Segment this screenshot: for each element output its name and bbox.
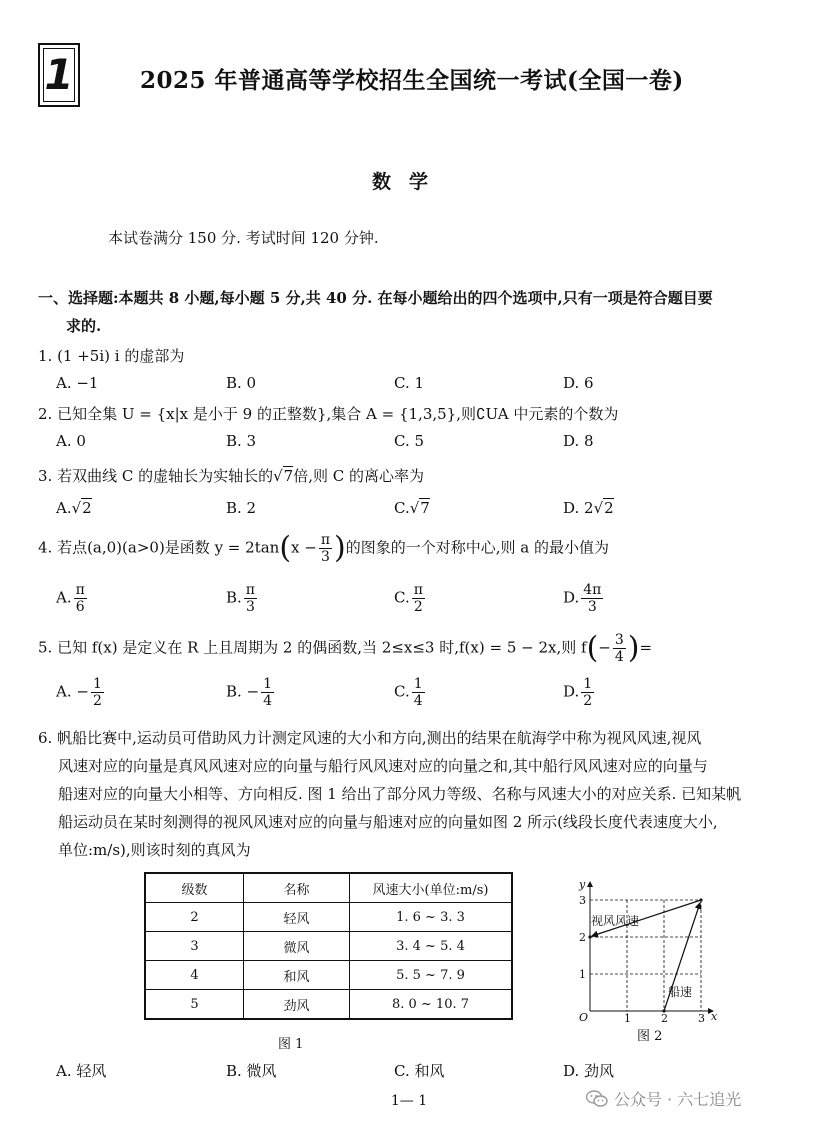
section-heading-line2: 求的. bbox=[66, 317, 102, 335]
figure-2-caption: 图 2 bbox=[637, 1029, 663, 1044]
q2-option-c: C. 5 bbox=[394, 432, 425, 450]
q6-line: 船运动员在某时刻测得的视风风速对应的向量与船速对应的向量如图 2 所示(线段长度代表速度大小, bbox=[58, 813, 718, 831]
table-cell: 3. 4 ~ 5. 4 bbox=[350, 932, 513, 961]
apparent-wind-label: 视风风速 bbox=[591, 914, 640, 928]
table-row bbox=[145, 990, 512, 1020]
table-cell: 劲风 bbox=[244, 990, 350, 1020]
table-cell: 8. 0 ~ 10. 7 bbox=[350, 990, 513, 1020]
y-tick-label: 3 bbox=[579, 894, 586, 907]
table-header-cell: 风速大小(单位:m/s) bbox=[350, 873, 513, 903]
q3-stem-sqrt: 7 bbox=[283, 467, 294, 485]
q2-option-a: A. 0 bbox=[56, 432, 86, 450]
y-tick-label: 2 bbox=[579, 931, 586, 944]
table-cell: 5 bbox=[145, 990, 244, 1020]
q1-option-c: C. 1 bbox=[394, 374, 425, 392]
exam-title: 2025 年普通高等学校招生全国统一考试(全国一卷) bbox=[140, 67, 684, 94]
q4-option-a: A. $\frac{\pi}{6}$ bbox=[56, 582, 85, 615]
exam-instructions: 本试卷满分 150 分. 考试时间 120 分钟. bbox=[108, 229, 379, 247]
table-cell: 1. 6 ~ 3. 3 bbox=[350, 903, 513, 932]
table-cell: 5. 5 ~ 7. 9 bbox=[350, 961, 513, 990]
wind-scale-table bbox=[144, 872, 513, 1020]
table-row bbox=[145, 932, 512, 961]
q3-stem-b: 倍,则 C 的离心率为 bbox=[293, 467, 425, 485]
watermark bbox=[586, 1087, 741, 1110]
table-cell: 和风 bbox=[244, 961, 350, 990]
table-header-cell: 名称 bbox=[244, 873, 350, 903]
q2-option-b: B. 3 bbox=[226, 432, 257, 450]
origin-label: O bbox=[579, 1011, 589, 1024]
table-cell: 微风 bbox=[244, 932, 350, 961]
q4-option-b: B. $\frac{\pi}{3}$ bbox=[226, 582, 255, 615]
y-tick-label: 1 bbox=[579, 968, 586, 981]
q1-option-a: A. −1 bbox=[56, 374, 99, 392]
wechat-icon bbox=[586, 1090, 608, 1108]
x-tick-label: 2 bbox=[661, 1012, 668, 1024]
question-6-stem bbox=[38, 724, 808, 864]
q5-option-d: D. $\frac{1}{2}$ bbox=[563, 676, 593, 709]
q3-option-a: A.√2 bbox=[56, 499, 92, 517]
boat-speed-label: 船速 bbox=[668, 985, 693, 999]
table-cell: 4 bbox=[145, 961, 244, 990]
table-cell: 3 bbox=[145, 932, 244, 961]
q4-option-c: C. $\frac{\pi}{2}$ bbox=[394, 582, 423, 615]
q5-option-c: C. $\frac{1}{4}$ bbox=[394, 676, 423, 709]
q3-option-c: C.√7 bbox=[394, 499, 430, 517]
page-number: 1— 1 bbox=[390, 1093, 428, 1109]
table-cell: 2 bbox=[145, 903, 244, 932]
table-header-row bbox=[145, 873, 512, 903]
q2-option-d: D. 8 bbox=[563, 432, 594, 450]
q6-option-a: A. 轻风 bbox=[56, 1062, 107, 1080]
x-axis-label: x bbox=[711, 1010, 718, 1023]
q6-option-b: B. 微风 bbox=[226, 1062, 277, 1080]
q3-option-b: B. 2 bbox=[226, 499, 257, 517]
q6-line: 6. 帆船比赛中,运动员可借助风力计测定风速的大小和方向,测出的结果在航海学中称为视风风速,视风 bbox=[38, 729, 702, 747]
vector-diagram bbox=[565, 874, 725, 1024]
subject-title: 数学 bbox=[371, 171, 446, 193]
watermark-text: 公众号 · 六七追光 bbox=[614, 1090, 742, 1109]
question-2-stem: 2. 已知全集 U = {x|x 是小于 9 的正整数},集合 A = {1,3,5},则∁UA 中元素的个数为 bbox=[38, 405, 619, 423]
question-1-stem: 1. (1 +5i) i 的虚部为 bbox=[38, 347, 185, 365]
q5-option-b: B. − $\frac{1}{4}$ bbox=[226, 676, 273, 709]
q1-option-d: D. 6 bbox=[563, 374, 594, 392]
x-tick-label: 3 bbox=[698, 1012, 705, 1024]
x-tick-label: 1 bbox=[624, 1012, 631, 1024]
q3-stem-a: 3. 若双曲线 C 的虚轴长为实轴长的 bbox=[38, 467, 274, 485]
question-3-stem: 3. 若双曲线 C 的虚轴长为实轴长的√7倍,则 C 的离心率为 bbox=[38, 467, 425, 485]
q6-line: 船速对应的向量大小相等、方向相反. 图 1 给出了部分风力等级、名称与风速大小的对应关系. 已知某帆 bbox=[58, 785, 742, 803]
point-3-3 bbox=[699, 898, 702, 901]
table-header-cell: 级数 bbox=[145, 873, 244, 903]
paper-number: 1 bbox=[43, 48, 75, 102]
figure-1-caption: 图 1 bbox=[278, 1037, 304, 1052]
question-5-stem: 5. 已知 f(x) 是定义在 R 上且周期为 2 的偶函数,当 2≤x≤3 时,f(x) = 5 − 2x,则 f(− $\frac{3}{4}$ )= bbox=[38, 630, 653, 666]
q5-option-a: A. − $\frac{1}{2}$ bbox=[56, 676, 102, 709]
section-heading-line1: 一、选择题:本题共 8 小题,每小题 5 分,共 40 分. 在每小题给出的四个选项中,只有一项是符合题目要 bbox=[38, 289, 713, 307]
section-heading bbox=[38, 284, 808, 340]
q3-option-d: D. 2√2 bbox=[563, 499, 614, 517]
q6-option-c: C. 和风 bbox=[394, 1062, 445, 1080]
table-cell: 轻风 bbox=[244, 903, 350, 932]
y-axis-label: y bbox=[579, 878, 586, 891]
table-row bbox=[145, 903, 512, 932]
table-row bbox=[145, 961, 512, 990]
paper-number-badge bbox=[38, 43, 80, 107]
q6-option-d: D. 劲风 bbox=[563, 1062, 615, 1080]
point-0-2 bbox=[588, 935, 591, 938]
question-4-stem: 4. 若点(a,0)(a>0)是函数 y = 2tan(x − $\frac{\pi}{3}$ )的图象的一个对称中心,则 a 的最小值为 bbox=[38, 530, 610, 566]
q6-line: 单位:m/s),则该时刻的真风为 bbox=[58, 841, 251, 859]
q4-option-d: D. $\frac{4\pi}{3}$ bbox=[563, 582, 602, 615]
q1-option-b: B. 0 bbox=[226, 374, 257, 392]
q6-line: 风速对应的向量是真风风速对应的向量与船行风风速对应的向量之和,其中船行风风速对应的向量与 bbox=[58, 757, 708, 775]
